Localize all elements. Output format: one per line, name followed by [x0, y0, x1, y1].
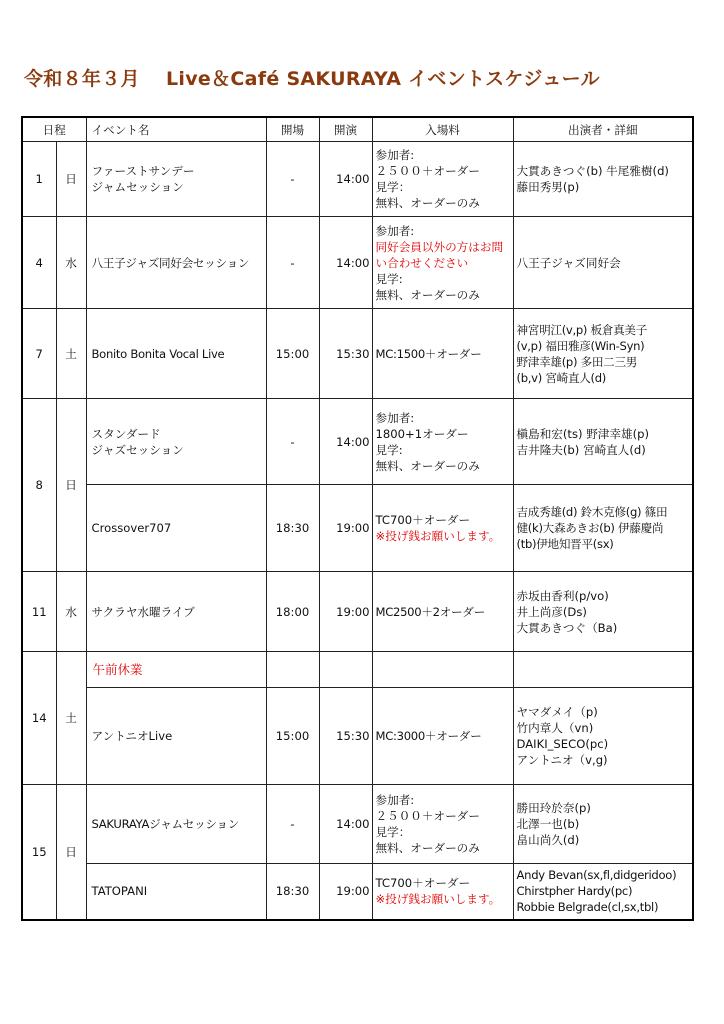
start-cell — [319, 652, 372, 688]
open-cell: 18:30 — [266, 864, 319, 920]
table-row — [22, 864, 693, 920]
fee-line: TC700＋オーダー — [375, 513, 471, 527]
performers-cell — [513, 217, 693, 309]
open-cell: 18:00 — [266, 572, 319, 652]
fee-cell — [372, 688, 513, 785]
performer-line: 神宮明江(v,p) 板倉真美子 — [516, 322, 647, 337]
fee-line: 参加者: — [375, 223, 415, 238]
event-cell — [86, 572, 266, 652]
open-cell: 18:30 — [266, 485, 319, 572]
fee-cell — [372, 399, 513, 485]
performer-line: ヤマダメイ（p) — [516, 705, 598, 719]
performer-line: 野津幸雄(p) 多田二三男 — [516, 354, 638, 369]
fee-line: 無料、オーダーのみ — [375, 287, 480, 302]
fee-notice-line: い合わせください — [375, 255, 469, 270]
fee-cell — [372, 652, 513, 688]
fee-cell — [372, 572, 513, 652]
performers-cell — [513, 309, 693, 399]
performer-line: 勝田玲於奈(p) — [516, 801, 591, 815]
event-cell — [86, 688, 266, 785]
performers-cell — [513, 572, 693, 652]
schedule-table — [21, 116, 694, 921]
fee-cell — [372, 309, 513, 399]
event-cell — [86, 399, 266, 485]
day-cell: 4 — [22, 217, 56, 309]
page-title: 令和８年３月 Live＆Café SAKURAYA イベントスケジュール — [24, 68, 600, 90]
fee-line: 無料、オーダーのみ — [375, 841, 480, 855]
performer-line: Andy Bevan(sx,fl,didgeridoo) — [516, 868, 677, 883]
event-cell — [86, 309, 266, 399]
performer-line: アントニオ（v,g) — [516, 753, 608, 767]
performers-cell — [513, 142, 693, 217]
performer-line: 槇島和宏(ts) 野津幸雄(p) — [516, 426, 649, 441]
performer-line: 畠山尚久(d) — [516, 833, 580, 847]
fee-cell — [372, 217, 513, 309]
open-cell — [266, 652, 319, 688]
weekday-cell: 土 — [56, 652, 86, 785]
closed-notice: 午前休業 — [86, 652, 266, 688]
tip-notice-line: ※投げ銭お願いします。 — [375, 529, 501, 543]
fee-cell — [372, 485, 513, 572]
fee-line: 見学： — [375, 180, 411, 194]
header-performers: 出演者・詳細 — [513, 117, 693, 142]
table-row — [22, 309, 693, 399]
table-row — [22, 142, 693, 217]
event-line: TATOPANI — [91, 884, 148, 899]
weekday-cell: 水 — [56, 572, 86, 652]
day-cell: 11 — [22, 572, 56, 652]
performers-cell — [513, 485, 693, 572]
fee-line: 見学: — [375, 271, 403, 286]
performer-line: 八王子ジャズ同好会 — [516, 255, 621, 270]
performers-cell — [513, 399, 693, 485]
fee-line: 1800+1オーダー — [375, 426, 469, 441]
fee-cell — [372, 142, 513, 217]
fee-line: TC700＋オーダー — [375, 876, 471, 891]
event-cell — [86, 142, 266, 217]
table-header-row — [22, 117, 693, 142]
weekday-cell: 水 — [56, 217, 86, 309]
fee-line: 参加者: — [375, 148, 415, 162]
table-row — [22, 485, 693, 572]
start-cell: 15:30 — [319, 688, 372, 785]
table-row — [22, 572, 693, 652]
start-cell: 14:00 — [319, 217, 372, 309]
fee-line: MC2500＋2オーダー — [375, 604, 485, 619]
event-line: 八王子ジャズ同好会セッション — [91, 255, 250, 270]
open-cell: - — [266, 142, 319, 217]
day-cell: 14 — [22, 652, 56, 785]
fee-cell — [372, 864, 513, 920]
performer-line: 藤田秀男(p) — [516, 180, 580, 194]
open-cell: 15:00 — [266, 309, 319, 399]
open-cell: 15:00 — [266, 688, 319, 785]
header-date: 日程 — [22, 117, 86, 142]
event-line: スタンダード — [91, 426, 161, 441]
event-line: アントニオLive — [91, 729, 173, 743]
table-row — [22, 785, 693, 864]
weekday-cell: 日 — [56, 785, 86, 920]
event-line: ファーストサンデー — [91, 164, 195, 178]
event-cell — [86, 864, 266, 920]
performers-cell — [513, 688, 693, 785]
fee-line: MC:3000＋オーダー — [375, 729, 482, 743]
weekday-cell: 日 — [56, 399, 86, 572]
start-cell: 19:00 — [319, 485, 372, 572]
performers-cell — [513, 652, 693, 688]
open-cell: - — [266, 785, 319, 864]
event-line: SAKURAYAジャムセッション — [91, 817, 240, 831]
header-open: 開場 — [266, 117, 319, 142]
fee-line: ２５００＋オーダー — [375, 164, 480, 178]
performer-line: 吉成秀雄(d) 鈴木克修(g) 篠田 — [516, 505, 668, 519]
event-line: ジャムセッション — [91, 180, 184, 194]
fee-cell — [372, 785, 513, 864]
performer-line: (tb)伊地知晋平(sx) — [516, 537, 614, 551]
fee-line: 参加者: — [375, 793, 415, 807]
start-cell: 19:00 — [319, 864, 372, 920]
performer-line: 大貫あきつぐ（Ba) — [516, 620, 618, 635]
weekday-cell: 土 — [56, 309, 86, 399]
weekday-cell: 日 — [56, 142, 86, 217]
performer-line: 吉井隆夫(b) 宮崎直人(d) — [516, 442, 646, 457]
day-cell: 1 — [22, 142, 56, 217]
table-row — [22, 688, 693, 785]
tip-notice-line: ※投げ銭お願いします。 — [375, 892, 501, 907]
performer-line: 井上尚彦(Ds) — [516, 604, 587, 619]
fee-line: 無料、オーダーのみ — [375, 196, 480, 210]
event-line: ジャズセッション — [91, 442, 184, 457]
open-cell: - — [266, 399, 319, 485]
performers-cell — [513, 785, 693, 864]
performer-line: 大貫あきつぐ(b) 牛尾雅樹(d) — [516, 164, 669, 178]
performer-line: 赤坂由香利(p/vo) — [516, 588, 609, 603]
table-row — [22, 217, 693, 309]
start-cell: 14:00 — [319, 142, 372, 217]
performers-cell — [513, 864, 693, 920]
event-cell — [86, 217, 266, 309]
table-row — [22, 399, 693, 485]
fee-line: 見学: — [375, 442, 403, 457]
event-line: サクラヤ水曜ライブ — [91, 604, 195, 619]
event-line: Crossover707 — [91, 521, 172, 535]
event-line: Bonito Bonita Vocal Live — [91, 346, 225, 361]
header-fee: 入場料 — [372, 117, 513, 142]
open-cell: - — [266, 217, 319, 309]
event-cell — [86, 785, 266, 864]
table-row — [22, 652, 693, 688]
performer-line: (v,p) 福田雅彦(Win-Syn) — [516, 338, 645, 353]
start-cell: 15:30 — [319, 309, 372, 399]
header-start: 開演 — [319, 117, 372, 142]
fee-line: 無料、オーダーのみ — [375, 458, 480, 473]
fee-line: 参加者: — [375, 410, 415, 425]
fee-line: ２５００＋オーダー — [375, 809, 480, 823]
day-cell: 15 — [22, 785, 56, 920]
performer-line: (b,v) 宮崎直人(d) — [516, 370, 607, 385]
fee-notice-line: 同好会員以外の方はお問 — [375, 239, 504, 254]
start-cell: 14:00 — [319, 399, 372, 485]
fee-line: 見学： — [375, 825, 411, 839]
performer-line: 健(k)大森あきお(b) 伊藤慶尚 — [516, 521, 664, 535]
start-cell: 14:00 — [319, 785, 372, 864]
performer-line: DAIKI_SECO(pc) — [516, 737, 609, 751]
day-cell: 8 — [22, 399, 56, 572]
header-event: イベント名 — [86, 117, 266, 142]
performer-line: Robbie Belgrade(cl,sx,tbl) — [516, 900, 659, 915]
performer-line: 北澤一也(b) — [516, 817, 580, 831]
start-cell: 19:00 — [319, 572, 372, 652]
fee-line: MC:1500＋オーダー — [375, 346, 482, 361]
event-cell — [86, 485, 266, 572]
performer-line: Chirstpher Hardy(pc) — [516, 884, 633, 899]
performer-line: 竹内章人（vn) — [516, 721, 594, 735]
day-cell: 7 — [22, 309, 56, 399]
